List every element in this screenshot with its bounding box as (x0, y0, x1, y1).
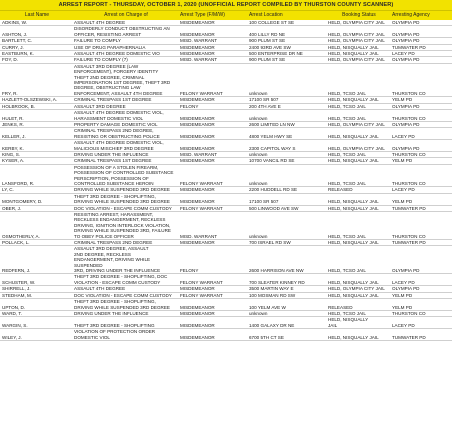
cell-arrest-location: 2200 HUDDELL RD SE (249, 187, 298, 193)
cell-last-name: FRY, R. (2, 90, 18, 96)
cell-arrest-type: MISDEMEANOR (180, 20, 215, 25)
table-row (0, 165, 452, 188)
cell-last-name: JENKS, R. (2, 121, 24, 127)
cell-charge: ASSAULT 4TH DEGREE DOMESTIC VIOL, MALICIOUS MISCHIEF 3RD DEGREE (74, 140, 164, 151)
cell-arrest-type: MISDEMEANOR (180, 51, 215, 57)
cell-last-name: OBER, J. (2, 205, 22, 211)
cell-arresting-agency: OLYMPIA PD (392, 38, 420, 44)
cell-arresting-agency: LACEY PD (392, 279, 415, 285)
cell-arresting-agency: LACEY PD (392, 51, 415, 57)
cell-arrest-location: unknown (249, 233, 268, 239)
cell-booking-status: HELD, OLYMPIA CITY JAIL (328, 31, 385, 37)
cell-charge: DOC VIOLATION - ESCAPE COMM CUSTODY (74, 292, 172, 298)
cell-charge: CRIMINAL TRESPASS 2ND DEGREE (74, 240, 153, 246)
cell-booking-status: HELD, TCSO JAIL (328, 90, 366, 96)
cell-booking-status: RELEASED (328, 304, 353, 310)
cell-arresting-agency: YELM PD (392, 292, 413, 298)
cell-arresting-agency: TUMWATER PD (392, 44, 426, 50)
cell-arresting-agency: THURSTON CO (392, 115, 426, 121)
cell-arrest-location: unknown (249, 151, 268, 157)
cell-booking-status: HELD, NISQUALLY JAIL (328, 279, 379, 285)
cell-arresting-agency: LACEY PD (392, 187, 415, 193)
table-row (0, 140, 452, 152)
cell-arrest-type: FELONY WARRANT (180, 90, 223, 96)
report-title: ARREST REPORT - THURSDAY, OCTOBER 1, 2020 (UNOFFICIAL REPORT COMPILED BY THURSTON COUNTY SCANNER) (0, 0, 452, 10)
cell-arrest-type: MISDEMEANOR (180, 187, 215, 193)
cell-arrest-location: 700 SLEATER KINNEY RD (249, 279, 305, 285)
cell-booking-status: HELD, TCSO JAIL (328, 233, 366, 239)
cell-last-name: HOLBROOK, B. (2, 103, 35, 109)
cell-arrest-type: FELONY (180, 268, 199, 274)
cell-charge: ASSAULT 3RD DEGREE (74, 103, 126, 109)
cell-charge: FAILURE TO COMPLY (7) (74, 57, 128, 63)
cell-last-name: SCHUSTER, W. (2, 279, 36, 285)
cell-charge: THEFT 3RD DEGREE - SHOPLIFTING, DRIVING WHILE SUSPENDED 3RD DEGREE (74, 193, 170, 205)
cell-last-name: HAZLETT-OLSZEWSKI, A. (2, 97, 58, 103)
arrest-table-body (0, 20, 452, 341)
cell-arrest-location: 700 ISRAEL RD SW (249, 240, 291, 246)
cell-booking-status: HELD, TCSO JAIL (328, 103, 366, 109)
cell-arrest-location: 500 ENTERPRISE DR NE (249, 51, 303, 57)
cell-arrest-type: MISD. WARRANT (180, 233, 218, 239)
cell-arrest-location: 4800 YELM HWY SE (249, 133, 293, 139)
cell-arrest-type: MISDEMEANOR (180, 31, 215, 37)
cell-booking-status: HELD, NISQUALLY JAIL (328, 97, 379, 103)
header-booking-status: Booking Status (342, 12, 376, 18)
cell-last-name: EASTBURN, K. (2, 51, 34, 57)
cell-charge: THEFT 3RD DEGREE - SHOPLIFTING, DRIVING WHILE SUSPENDED 3RD DEGREE (74, 299, 170, 310)
cell-charge: ASSAULT 3RD DEGREE (LAW ENFORCEMENT), FORGERY IDENTITY THEFT 2ND DEGREE, CRIMINAL IMPERSONATION 1ST DEGREE, THEFT 3RD DEGREE, OBSTRUCTING LAW ENFORCEMENT, ASSAULT 4TH DEGREE (74, 63, 171, 96)
cell-arresting-agency: OLYMPIA PD (392, 145, 420, 151)
cell-arrest-type: MISDEMEANOR (180, 286, 215, 292)
cell-arresting-agency: THURSTON CO (392, 90, 426, 96)
cell-charge: POSSESSION OF A STOLEN FIREARM, POSSESSION OF CONTROLLED SUBSTANCE PERSCRIPTION, POSSESSION OF CONTROLLED SUBSTANCE HEROIN (74, 164, 174, 186)
header-arrest-location: Arrest Location (249, 12, 283, 18)
cell-last-name: WARGIN, S. (2, 322, 28, 328)
table-row (0, 299, 452, 311)
cell-arrest-type: FELONY (180, 103, 199, 109)
cell-booking-status: HELD, TCSO JAIL (328, 115, 366, 121)
cell-last-name: MONTGOMERY, D. (2, 199, 43, 205)
cell-arrest-location: 100 COLLEGE ST SE (249, 20, 295, 25)
cell-charge: ASSAULT 4TH DEGREE (74, 20, 126, 25)
cell-last-name: OSMOTHERLY, A. (2, 233, 40, 239)
cell-arrest-type: MISDEMEANOR (180, 322, 215, 328)
cell-arresting-agency: YELM PD (392, 304, 413, 310)
cell-arresting-agency: OLYMPIA PD (392, 268, 420, 274)
cell-booking-status: HELD, NISQUALLY JAIL (328, 158, 379, 164)
cell-arrest-location: unknown (249, 115, 268, 121)
header-last-name: Last Name (24, 12, 50, 18)
table-row (0, 194, 452, 206)
table-row (0, 26, 452, 38)
cell-booking-status: HELD, NISQUALLY JAIL (328, 240, 379, 246)
cell-last-name: FOY, D. (2, 57, 18, 63)
cell-arrest-type: MISDEMEANOR (180, 145, 215, 151)
cell-arrest-location: 2400 93RD AVE SW (249, 44, 291, 50)
cell-arrest-location: 900 PLUM ST SE (249, 57, 286, 63)
cell-arrest-location: 2600 HARRISON AVE NW (249, 268, 304, 274)
cell-last-name: SHIRRELL, J. (2, 286, 31, 292)
cell-last-name: HULET, R. (2, 115, 24, 121)
header-charge: Arrest on Charge of (104, 12, 148, 18)
cell-arresting-agency: LACEY PD (392, 322, 415, 328)
cell-arrest-type: MISDEMEANOR (180, 97, 215, 103)
cell-arrest-location: 6700 5TH CT SE (249, 334, 284, 340)
cell-arrest-location: 2300 CAPITOL WAY S (249, 145, 296, 151)
cell-arresting-agency: THURSTON CO (392, 151, 426, 157)
cell-arrest-location: 500 LINWOOD AVE SW (249, 205, 299, 211)
cell-last-name: WARD, T. (2, 310, 22, 316)
cell-arresting-agency: LACEY PD (392, 133, 415, 139)
cell-booking-status: HELD, TCSO JAIL (328, 310, 366, 316)
header-arrest-type: Arrest Type (F/M/W) (180, 12, 225, 18)
cell-arrest-type: MISD. WARRANT (180, 151, 218, 157)
cell-charge: ASSAULT 3RD DEGREE, ASSAULT 2ND DEGREE, RECKLESS ENDANGERMENT, DRIVING WHILE SUSPENDED 3RD, DRIVING UNDER THE INFLUENCE (74, 246, 161, 274)
cell-charge: THEFT 3RD DEGREE - SHOPLIFTING, DOC VIOLATION - ESCAPE COMM CUSTODY (74, 274, 168, 285)
cell-last-name: POLLACK, L. (2, 240, 30, 246)
cell-arresting-agency: THURSTON CO (392, 180, 426, 186)
cell-booking-status: HELD, OLYMPIA CITY JAIL (328, 57, 385, 63)
table-row (0, 329, 452, 341)
cell-last-name: REDFERN, J. (2, 268, 31, 274)
cell-arrest-type: MISDEMEANOR (180, 310, 215, 316)
cell-last-name: KYSER, A. (2, 158, 25, 164)
cell-charge: DOC VIOLATION - ESCAPE COMM CUSTODY (74, 205, 172, 211)
cell-last-name: LY, C. (2, 187, 14, 193)
cell-booking-status: HELD, NISQUALLY JAIL (328, 51, 379, 57)
cell-arrest-type: MISD. WARRANT (180, 57, 218, 63)
cell-arrest-location: 400 LILLY RD NE (249, 31, 286, 37)
cell-arrest-type: MISDEMEANOR (180, 240, 215, 246)
cell-charge: FAILURE TO COMPLY (74, 38, 121, 44)
cell-arrest-location: 200 4TH AVE E (249, 103, 281, 109)
cell-arresting-agency: TUMWATER PD (392, 205, 426, 211)
cell-last-name: KING, S. (2, 151, 21, 157)
cell-arrest-type: FELONY WARRANT (180, 180, 223, 186)
cell-last-name: STEDHAM, M. (2, 292, 33, 298)
cell-booking-status: HELD, OLYMPIA CITY JAIL (328, 20, 385, 25)
cell-arresting-agency: OLYMPIA PD (392, 286, 420, 292)
cell-last-name: BARTLETT, C. (2, 38, 33, 44)
cell-booking-status: HELD, TCSO JAIL (328, 268, 366, 274)
cell-arresting-agency: OLYMPIA PD (392, 57, 420, 63)
cell-charge: ASSAULT 4TH DEGREE (74, 286, 126, 292)
header-arresting-agency: Arresting Agency (392, 12, 430, 18)
cell-arresting-agency: OLYMPIA PD (392, 20, 420, 25)
cell-last-name: CURRY, J. (2, 44, 24, 50)
cell-arresting-agency: OLYMPIA PD (392, 121, 420, 127)
cell-arrest-type: FELONY WARRANT (180, 205, 223, 211)
cell-arrest-location: 17100 SR 507 (249, 199, 279, 205)
cell-last-name: KELLER, J. (2, 133, 26, 139)
cell-charge: DRIVING UNDER THE INFLUENCE (74, 151, 149, 157)
cell-arrest-type: MISD. WARRANT (180, 38, 218, 44)
table-row (0, 274, 452, 286)
table-header (0, 10, 452, 20)
cell-booking-status: RELEASED (328, 187, 353, 193)
cell-arrest-type: FELONY WARRANT (180, 292, 223, 298)
cell-booking-status: HELD, NISQUALLY JAIL (328, 334, 379, 340)
cell-booking-status: HELD, OLYMPIA CITY JAIL (328, 121, 385, 127)
cell-arrest-type: MISDEMEANOR (180, 158, 215, 164)
cell-charge: THEFT 3RD DEGREE - SHOPLIFTING (74, 322, 155, 328)
cell-booking-status: HELD, TCSO JAIL (328, 180, 366, 186)
cell-arrest-location: unknown (249, 90, 268, 96)
cell-arrest-location: 100 MOSMAN RD SW (249, 292, 296, 298)
cell-charge: ASSAULT 4TH DEGREE DOMESTIC VIOL, HARASSMENT DOMESTIC VIOL (74, 110, 164, 121)
cell-last-name: ADKINS, W. (2, 20, 28, 25)
cell-last-name: ASHTON, J. (2, 31, 28, 37)
cell-arrest-type: MISDEMEANOR (180, 133, 215, 139)
cell-booking-status: HELD, OLYMPIA CITY JAIL (328, 286, 385, 292)
cell-booking-status: HELD, TCSO JAIL (328, 151, 366, 157)
cell-arresting-agency: TUMWATER PD (392, 240, 426, 246)
cell-arrest-type: MISDEMEANOR (180, 44, 215, 50)
cell-arrest-location: 10700 VANCIL RD SE (249, 158, 295, 164)
table-row (0, 128, 452, 140)
cell-arrest-location: 2600 LIMITED LN NW (249, 121, 295, 127)
cell-arrest-type: MISDEMEANOR (180, 334, 215, 340)
cell-arrest-location: 900 PLUM ST SE (249, 38, 286, 44)
cell-charge: DRIVING WHILE SUSPENDED 3RD DEGREE (74, 187, 170, 193)
cell-arresting-agency: OLYMPIA PD (392, 31, 420, 37)
cell-arrest-location: 1400 GALAXY DR NE (249, 322, 295, 328)
cell-arresting-agency: THURSTON CO (392, 233, 426, 239)
cell-arrest-type: MISDEMEANOR (180, 199, 215, 205)
cell-charge: DRIVING UNDER THE INFLUENCE (74, 310, 149, 316)
cell-charge: ASSAULT 4TH DEGREE DOMESTIC VIO (74, 51, 160, 57)
table-row (0, 246, 452, 274)
table-row (0, 317, 452, 329)
cell-last-name: KERBY, K. (2, 145, 24, 151)
cell-arrest-location: 17100 SR 507 (249, 97, 279, 103)
cell-arrest-location: unknown (249, 310, 268, 316)
cell-charge: CRIMINAL TRESPASS 2ND DEGREE, RESISTING OR OBSTRUCTING POLICE (74, 128, 160, 139)
cell-booking-status: HELD, OLYMPIA CITY JAIL (328, 145, 385, 151)
cell-charge: VIOLATION OF PROTECTION ORDER DOMESTIC VIOL (74, 329, 156, 340)
table-row (0, 110, 452, 122)
cell-arresting-agency: OLYMPIA PD (392, 103, 420, 109)
cell-charge: RESISTING ARREST, HARASSMENT, RECKLESS ENDANGERMENT, RECKLESS DRIVING, IGNITION INTERLOCK VIOLATION, DRIVING WHILE SUSPENDED 3RD, FAILURE TO OBEY POLICE OFFICER (74, 212, 171, 239)
cell-arresting-agency: YELM PD (392, 97, 413, 103)
cell-booking-status: HELD, NISQUALLY JAIL (328, 317, 369, 328)
cell-booking-status: HELD, NISQUALLY JAIL (328, 44, 379, 50)
cell-last-name: LANSFORD, R. (2, 180, 35, 186)
cell-booking-status: HELD, NISQUALLY JAIL (328, 133, 379, 139)
cell-last-name: UPTON, D. (2, 304, 26, 310)
cell-arrest-type: MISDEMEANOR (180, 121, 215, 127)
cell-booking-status: HELD, NISQUALLY JAIL (328, 199, 379, 205)
cell-arresting-agency: THURSTON CO (392, 310, 426, 316)
cell-arrest-location: 3500 MARTIN WAY E (249, 286, 294, 292)
cell-arresting-agency: TUMWATER PD (392, 334, 426, 340)
table-row (0, 212, 452, 240)
cell-charge: DISORDERLY CONDUCT OBSTRUCTING AN OFFICER, RESISTING ARREST (74, 26, 170, 37)
cell-charge: CRIMINAL TRESPASS 1ST DEGREE (74, 97, 152, 103)
cell-charge: PROPERTY DAMAGE DOMESTIC VIOL (74, 121, 158, 127)
cell-charge: USE OF DRUG PARAPHERNALIA (74, 44, 146, 50)
cell-booking-status: HELD, NISQUALLY JAIL (328, 205, 379, 211)
cell-arrest-location: 100 YELM AVE W (249, 304, 286, 310)
cell-booking-status: HELD, OLYMPIA CITY JAIL (328, 38, 385, 44)
cell-charge: CRIMINAL TRESPASS 1ST DEGREE (74, 158, 152, 164)
cell-arrest-location: unknown (249, 180, 268, 186)
cell-arrest-type: MISDEMEANOR (180, 115, 215, 121)
table-row (0, 64, 452, 97)
cell-arrest-type: FELONY WARRANT (180, 279, 223, 285)
cell-arrest-type: MISDEMEANOR (180, 304, 215, 310)
cell-arresting-agency: YELM PD (392, 158, 413, 164)
cell-last-name: WILEY, J. (2, 334, 22, 340)
cell-booking-status: HELD, NISQUALLY JAIL (328, 292, 379, 298)
cell-arresting-agency: YELM PD (392, 199, 413, 205)
